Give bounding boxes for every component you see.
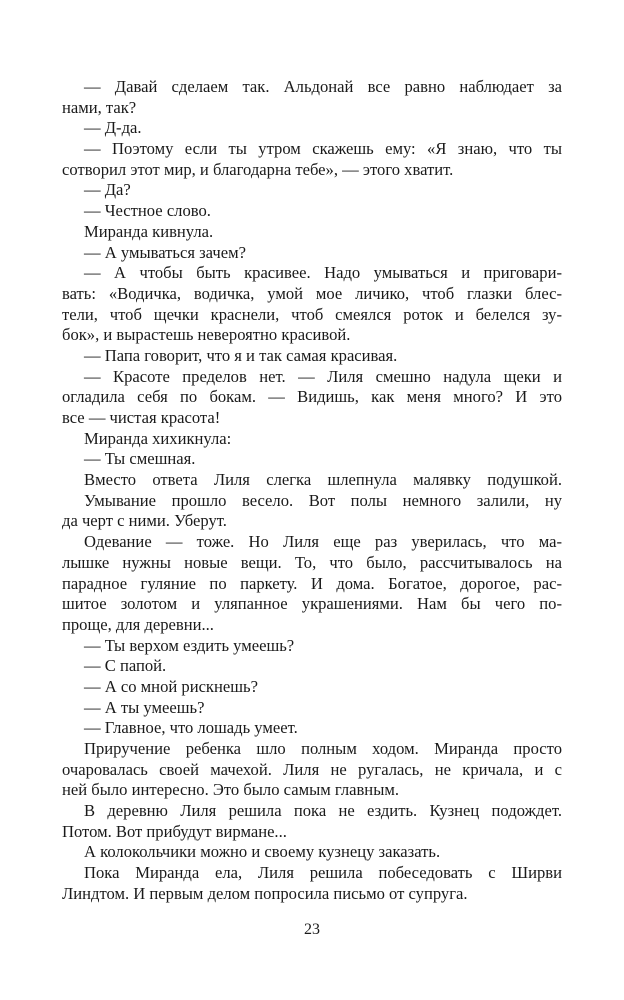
paragraph — [62, 263, 562, 346]
text-line: проще, для деревни... — [62, 614, 214, 634]
paragraph — [62, 656, 562, 677]
paragraph — [62, 677, 562, 698]
paragraph — [62, 636, 562, 657]
text-line: — Честное слово. — [84, 201, 211, 221]
text-line: нами, так? — [62, 97, 137, 117]
text-line: — Ты верхом ездить умеешь? — [84, 635, 295, 655]
paragraph — [62, 718, 562, 739]
paragraph — [62, 139, 562, 180]
text-line: парадное гуляние по паркету. И дома. Богатое, дорогое, рас- — [62, 573, 562, 593]
text-line: — Да? — [84, 180, 131, 200]
text-line: сотворил этот мир, и благодарна тебе», — этого хватит. — [62, 159, 454, 179]
text-line: Вместо ответа Лиля слегка шлепнула малявку подушкой. — [84, 470, 562, 490]
paragraph — [62, 449, 562, 470]
text-line: Потом. Вот прибудут вирмане... — [62, 821, 287, 841]
text-line: тели, чтоб щечки краснели, чтоб смеялся роток и белелся зу- — [62, 304, 562, 324]
text-line: очаровалась своей мачехой. Лиля не ругалась, не кричала, и с — [62, 759, 562, 779]
text-line: вать: «Водичка, водичка, умой мое личико, чтоб глазки блес- — [62, 283, 562, 303]
text-line: Одевание — тоже. Но Лиля еще раз уверилась, что ма- — [84, 532, 562, 552]
paragraph — [62, 863, 562, 904]
paragraph — [62, 222, 562, 243]
text-line: — Ты смешная. — [84, 449, 196, 469]
text-line: — Давай сделаем так. Альдонай все равно наблюдает за — [84, 77, 562, 96]
paragraph — [62, 532, 562, 635]
text-line: Приручение ребенка шло полным ходом. Миранда просто — [84, 739, 562, 758]
paragraph — [62, 698, 562, 719]
paragraph — [62, 201, 562, 222]
paragraph — [62, 842, 562, 863]
paragraph — [62, 77, 562, 118]
text-line: Миранда кивнула. — [84, 221, 214, 241]
text-line: да черт с ними. Уберут. — [62, 511, 227, 531]
text-line: Миранда хихикнула: — [84, 428, 232, 448]
text-line: огладила себя по бокам. — Видишь, как меня много? И это — [62, 387, 562, 407]
paragraph — [62, 180, 562, 201]
text-line: — Красоте пределов нет. — Лиля смешно надула щеки и — [84, 366, 562, 386]
text-line: — Папа говорит, что я и так самая красивая. — [84, 345, 398, 365]
text-line: — А умываться зачем? — [84, 242, 246, 262]
paragraph — [62, 801, 562, 842]
text-line: бок», и вырастешь невероятно красивой. — [62, 325, 351, 345]
text-line: — А чтобы быть красивее. Надо умываться и приговари- — [84, 263, 562, 283]
text-line: Линдтом. И первым делом попросила письмо от супруга. — [62, 883, 468, 903]
paragraph — [62, 429, 562, 450]
text-line: Умывание прошло весело. Вот полы немного залили, ну — [84, 490, 562, 510]
text-line: шитое золотом и уляпанное украшениями. Нам бы чего по- — [62, 594, 562, 614]
text-line: — С папой. — [84, 656, 167, 676]
text-line: — А со мной рискнешь? — [84, 676, 258, 696]
text-line: — Д-да. — [84, 118, 142, 138]
text-line: ней было интересно. Это было самым главным. — [62, 780, 399, 800]
text-line: все — чистая красота! — [62, 408, 221, 427]
page-number: 23 — [304, 921, 320, 938]
paragraph — [62, 346, 562, 367]
paragraph — [62, 243, 562, 264]
paragraph — [62, 491, 562, 532]
text-line: В деревню Лиля решила пока не ездить. Кузнец подождет. — [84, 801, 562, 821]
page-body-text — [62, 77, 562, 905]
paragraph — [62, 470, 562, 491]
paragraph — [62, 367, 562, 429]
paragraph — [62, 118, 562, 139]
paragraph — [62, 739, 562, 801]
text-line: — Главное, что лошадь умеет. — [84, 718, 298, 738]
text-line: А колокольчики можно и своему кузнецу заказать. — [84, 842, 441, 862]
text-line: Пока Миранда ела, Лиля решила побеседовать с Ширви — [84, 863, 562, 883]
text-line: — Поэтому если ты утром скажешь ему: «Я знаю, что ты — [84, 139, 562, 159]
text-line: лышке нужны новые вещи. То, что было, рассчитывалось на — [62, 552, 562, 572]
text-line: — А ты умеешь? — [84, 697, 205, 717]
